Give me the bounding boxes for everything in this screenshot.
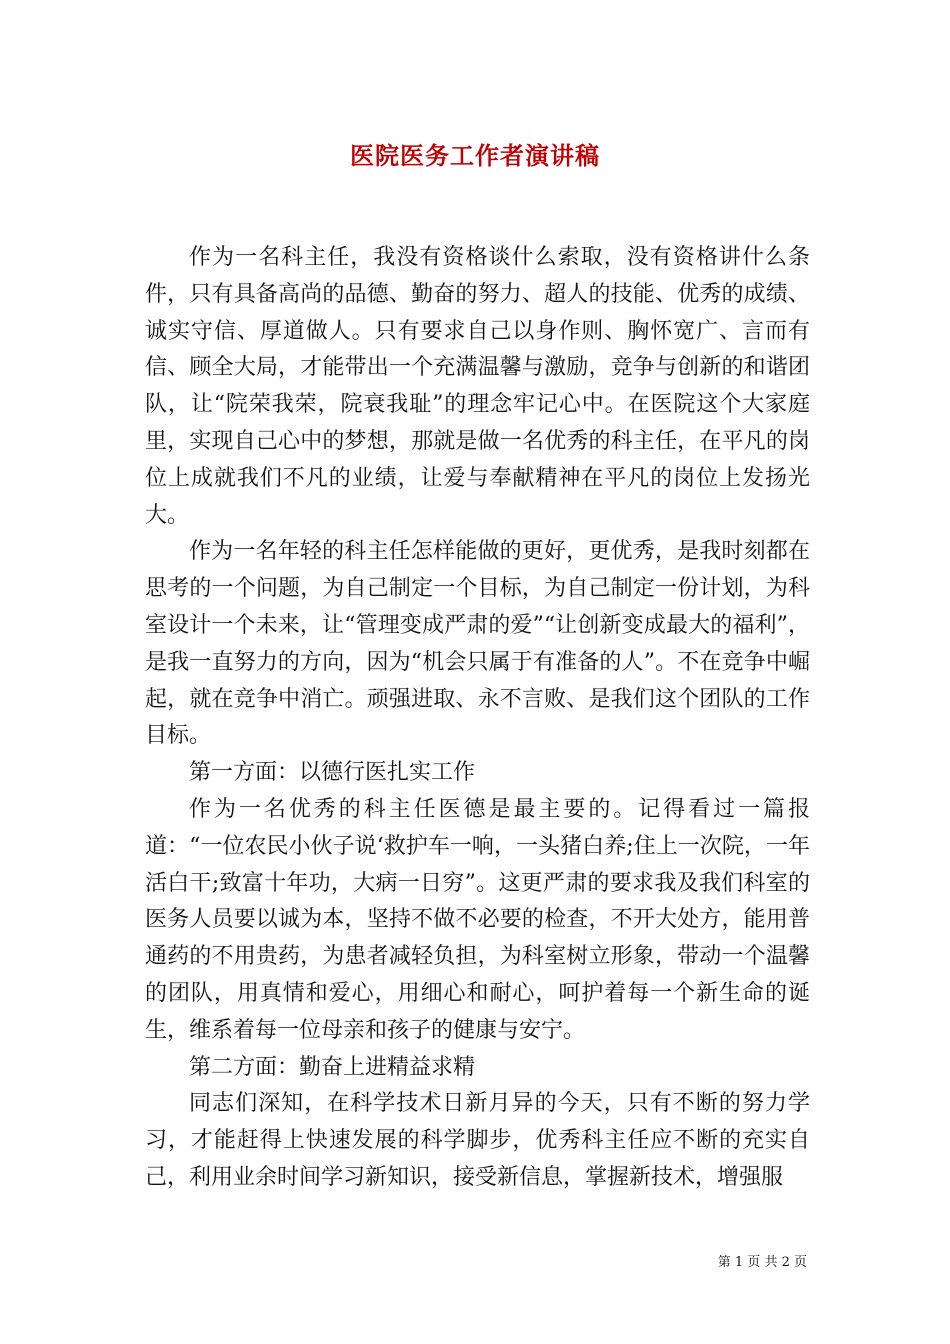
section-heading-2: 第二方面：勤奋上进精益求精	[189, 1054, 476, 1080]
paragraph-1: 作为一名科主任，我没有资格谈什么索取，没有资格讲什么条件，只有具备高尚的品德、勤奋的努力、超人的技能、优秀的成绩、诚实守信、厚道做人。只有要求自己以身作则、胸怀宽广、言而有信、顾全大局，才能带出一个充满温馨与激励，竞争与创新的和谐团队，让“院荣我荣，院衰我耻”的理念牢记心中。在医院这个大家庭里，实现自己心中的梦想，那就是做一名优秀的科主任，在平凡的岗位上成就我们不凡的业绩，让爱与奉献精神在平凡的岗位上发扬光大。	[145, 245, 810, 528]
paragraph-2: 作为一名年轻的科主任怎样能做的更好，更优秀，是我时刻都在思考的一个问题，为自己制定一个目标，为自己制定一份计划，为科室设计一个未来，让“管理变成严肃的爱”“让创新变成最大的福利”，是我一直努力的方向，因为“机会只属于有准备的人”。不在竞争中崛起，就在竞争中消亡。顽强进取、永不言败、是我们这个团队的工作目标。	[145, 539, 810, 749]
document-body	[145, 240, 810, 1197]
paragraph-4: 同志们深知，在科学技术日新月异的今天，只有不断的努力学习，才能赶得上快速发展的科学脚步，优秀科主任应不断的充实自己，利用业余时间学习新知识，接受新信息，掌握新技术，增强服	[145, 1091, 810, 1190]
paragraph-3: 作为一名优秀的科主任医德是最主要的。记得看过一篇报道：“一位农民小伙子说‘救护车一响，一头猪白养;住上一次院，一年活白干;致富十年功，大病一日穷”。这更严肃的要求我及我们科室的医务人员要以诚为本，坚持不做不必要的检查，不开大处方，能用普通药的不用贵药，为患者减轻负担，为科室树立形象，带动一个温馨的团队，用真情和爱心，用细心和耐心，呵护着每一个新生命的诞生，维系着每一位母亲和孩子的健康与安宁。	[145, 796, 810, 1043]
page-number-footer: 第 1 页 共 2 页	[717, 1255, 807, 1270]
document-title: 医院医务工作者演讲稿	[350, 141, 600, 170]
section-heading-1: 第一方面：以德行医扎实工作	[189, 760, 476, 786]
